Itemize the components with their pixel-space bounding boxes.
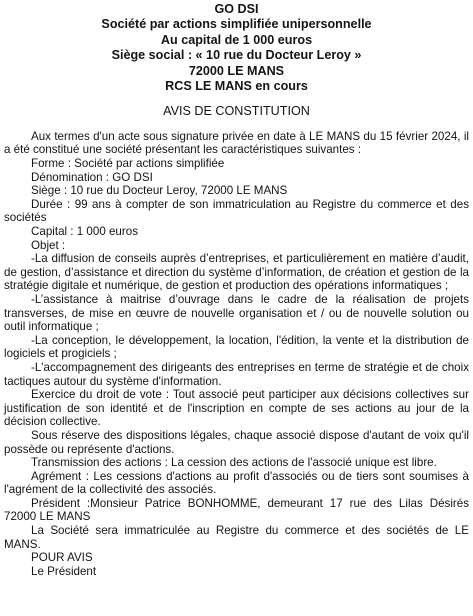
paragraph-voting-right: Exercice du droit de vote : Tout associé peut participer aux décisions collectives sur justification de son identité et de l'inscription en compte de ses actions au jour de la décision collective. <box>4 388 469 429</box>
paragraph-capital: Capital : 1 000 euros <box>31 225 138 238</box>
notice-title: AVIS DE CONSTITUTION <box>163 104 310 119</box>
paragraph-signature: Le Président <box>31 564 97 578</box>
paragraph-object-2: -L’assistance à maitrise d’ouvrage dans le cadre de la réalisation de projets transverses, de mise en œuvre de nouvelle organisation et / ou de nouvelle solution ou outil informatique ; <box>4 292 469 334</box>
company-city: 72000 LE MANS <box>188 63 285 78</box>
paragraph-pour-avis: POUR AVIS <box>31 551 93 565</box>
paragraph-object-1: -La diffusion de conseils auprès d’entreprises, et particulièrement en matière d’audit, de gestion, d’assistance et direction du système d’information, de création et gestion de la stratégie digitale et numérique, de gestion et production des opérations informatiques ; <box>4 252 469 293</box>
notice-body <box>4 130 469 579</box>
paragraph-registration: La Société sera immatriculée au Registre du commerce et des sociétés de LE MANS. <box>4 524 469 551</box>
paragraph-duration: Durée : 99 ans à compter de son immatriculation au Registre du commerce et des sociétés <box>4 197 469 225</box>
paragraph-share-transfer: Transmission des actions : La cession des actions de l'associé unique est libre. <box>31 456 437 470</box>
paragraph-object-4: -L'accompagnement des dirigeants des entreprises en terme de stratégie et de choix tactiques autour du système d'information. <box>4 360 469 388</box>
company-name: GO DSI <box>214 2 259 16</box>
paragraph-object-label: Objet : <box>31 238 66 252</box>
paragraph-intro: Aux termes d'un acte sous signature privée en date à LE MANS du 15 février 2024, il a été constitué une société présentant les caractéristiques suivantes : <box>4 129 469 157</box>
company-capital: Au capital de 1 000 euros <box>160 32 313 47</box>
company-registered-office: Siège social : « 10 rue du Docteur Leroy » <box>111 48 362 63</box>
paragraph-name: Dénomination : GO DSI <box>31 170 153 184</box>
paragraph-seat: Siège : 10 rue du Docteur Leroy, 72000 LE MANS <box>31 184 288 198</box>
company-header <box>4 2 469 94</box>
paragraph-president: Président :Monsieur Patrice BONHOMME, demeurant 17 rue des Lilas Désirés 72000 LE MANS <box>4 496 469 524</box>
paragraph-votes: Sous réserve des dispositions légales, chaque associé dispose d'autant de voix qu'il possède ou représente d'actions. <box>4 428 469 456</box>
company-rcs: RCS LE MANS en cours <box>165 79 308 94</box>
company-legal-form: Société par actions simplifiée unipersonnelle <box>101 17 372 32</box>
paragraph-approval: Agrément : Les cessions d'actions au profit d'associés ou de tiers sont soumises à l'agrément de la collectivité des associés. <box>4 469 469 497</box>
paragraph-object-3: -La conception, le développement, la location, l'édition, la vente et la distribution de logiciels et progiciels ; <box>4 333 469 361</box>
paragraph-form: Forme : Société par actions simplifiée <box>31 157 225 171</box>
